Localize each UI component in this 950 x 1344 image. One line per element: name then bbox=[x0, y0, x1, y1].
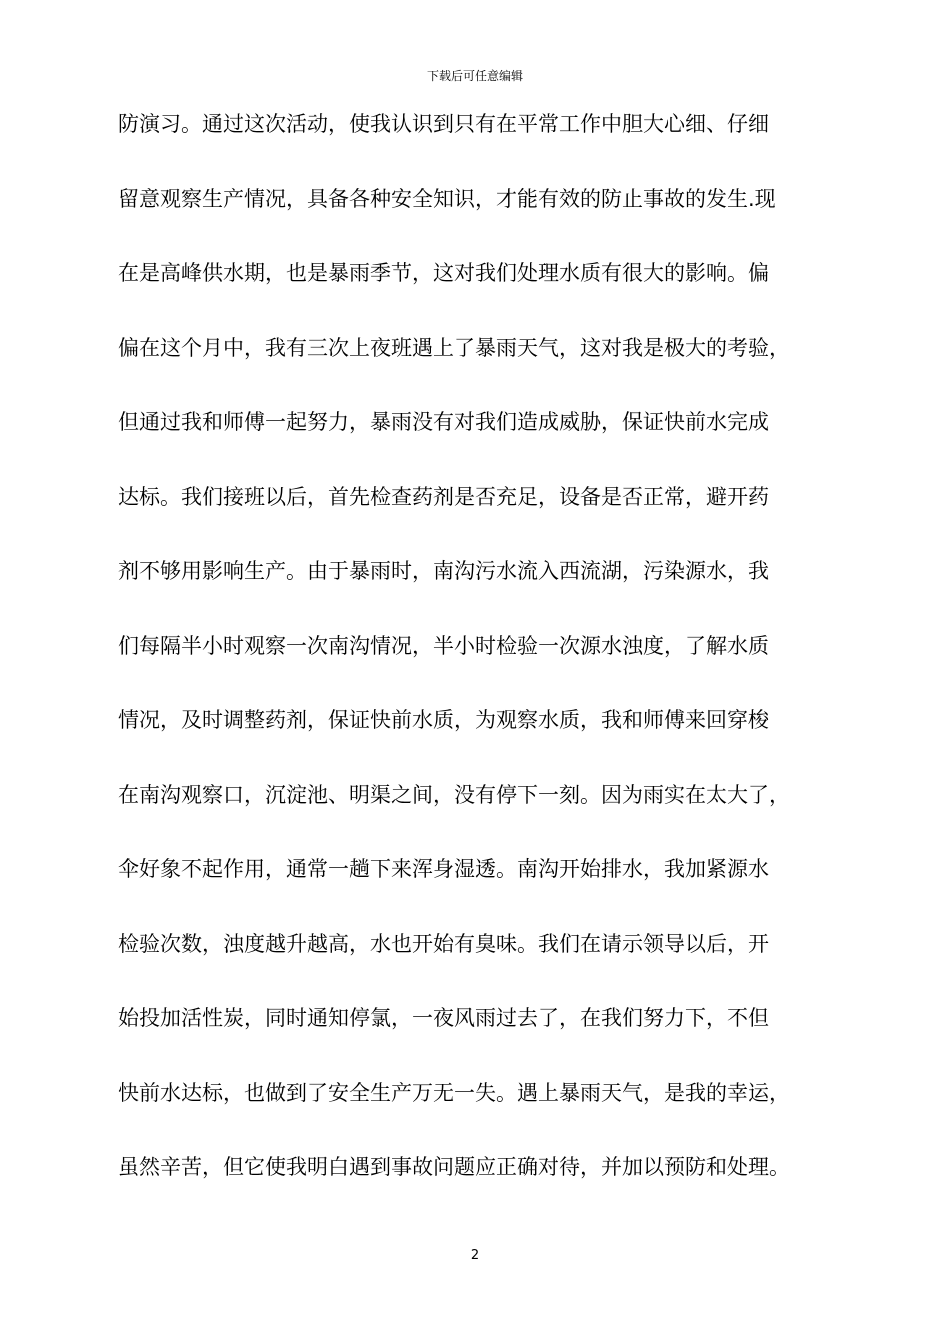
text-line: 偏在这个月中，我有三次上夜班遇上了暴雨天气，这对我是极大的考验， bbox=[118, 335, 790, 360]
text-line: 防演习。通过这次活动，使我认识到只有在平常工作中胆大心细、仔细 bbox=[118, 112, 769, 136]
text-line: 但通过我和师傅一起努力，暴雨没有对我们造成威胁，保证快前水完成 bbox=[118, 410, 769, 434]
text-line: 在是高峰供水期，也是暴雨季节，这对我们处理水质有很大的影响。偏 bbox=[118, 261, 769, 285]
text-line: 情况，及时调整药剂，保证快前水质，为观察水质，我和师傅来回穿梭 bbox=[118, 708, 769, 732]
text-line: 留意观察生产情况，具备各种安全知识，才能有效的防止事故的发生.现 bbox=[118, 186, 776, 211]
body-text bbox=[118, 104, 832, 1222]
header-note: 下载后可任意编辑 bbox=[426, 69, 523, 83]
text-line: 检验次数，浊度越升越高，水也开始有臭味。我们在请示领导以后，开 bbox=[118, 931, 769, 956]
text-line: 快前水达标，也做到了安全生产万无一失。遇上暴雨天气，是我的幸运， bbox=[118, 1080, 790, 1105]
text-line: 们每隔半小时观察一次南沟情况，半小时检验一次源水浊度，了解水质 bbox=[118, 633, 769, 658]
text-line: 剂不够用影响生产。由于暴雨时，南沟污水流入西流湖，污染源水，我 bbox=[118, 559, 769, 583]
text-line: 在南沟观察口，沉淀池、明渠之间，没有停下一刻。因为雨实在太大了， bbox=[118, 782, 790, 807]
text-line: 达标。我们接班以后，首先检查药剂是否充足，设备是否正常，避开药 bbox=[118, 484, 769, 509]
text-line: 伞好象不起作用，通常一趟下来浑身湿透。南沟开始排水，我加紧源水 bbox=[118, 857, 769, 881]
text-line: 虽然辛苦，但它使我明白遇到事故问题应正确对待，并加以预防和处理。 bbox=[118, 1155, 790, 1179]
text-line: 始投加活性炭，同时通知停氯，一夜风雨过去了，在我们努力下，不但 bbox=[118, 1006, 769, 1030]
page-number: 2 bbox=[470, 1248, 480, 1263]
